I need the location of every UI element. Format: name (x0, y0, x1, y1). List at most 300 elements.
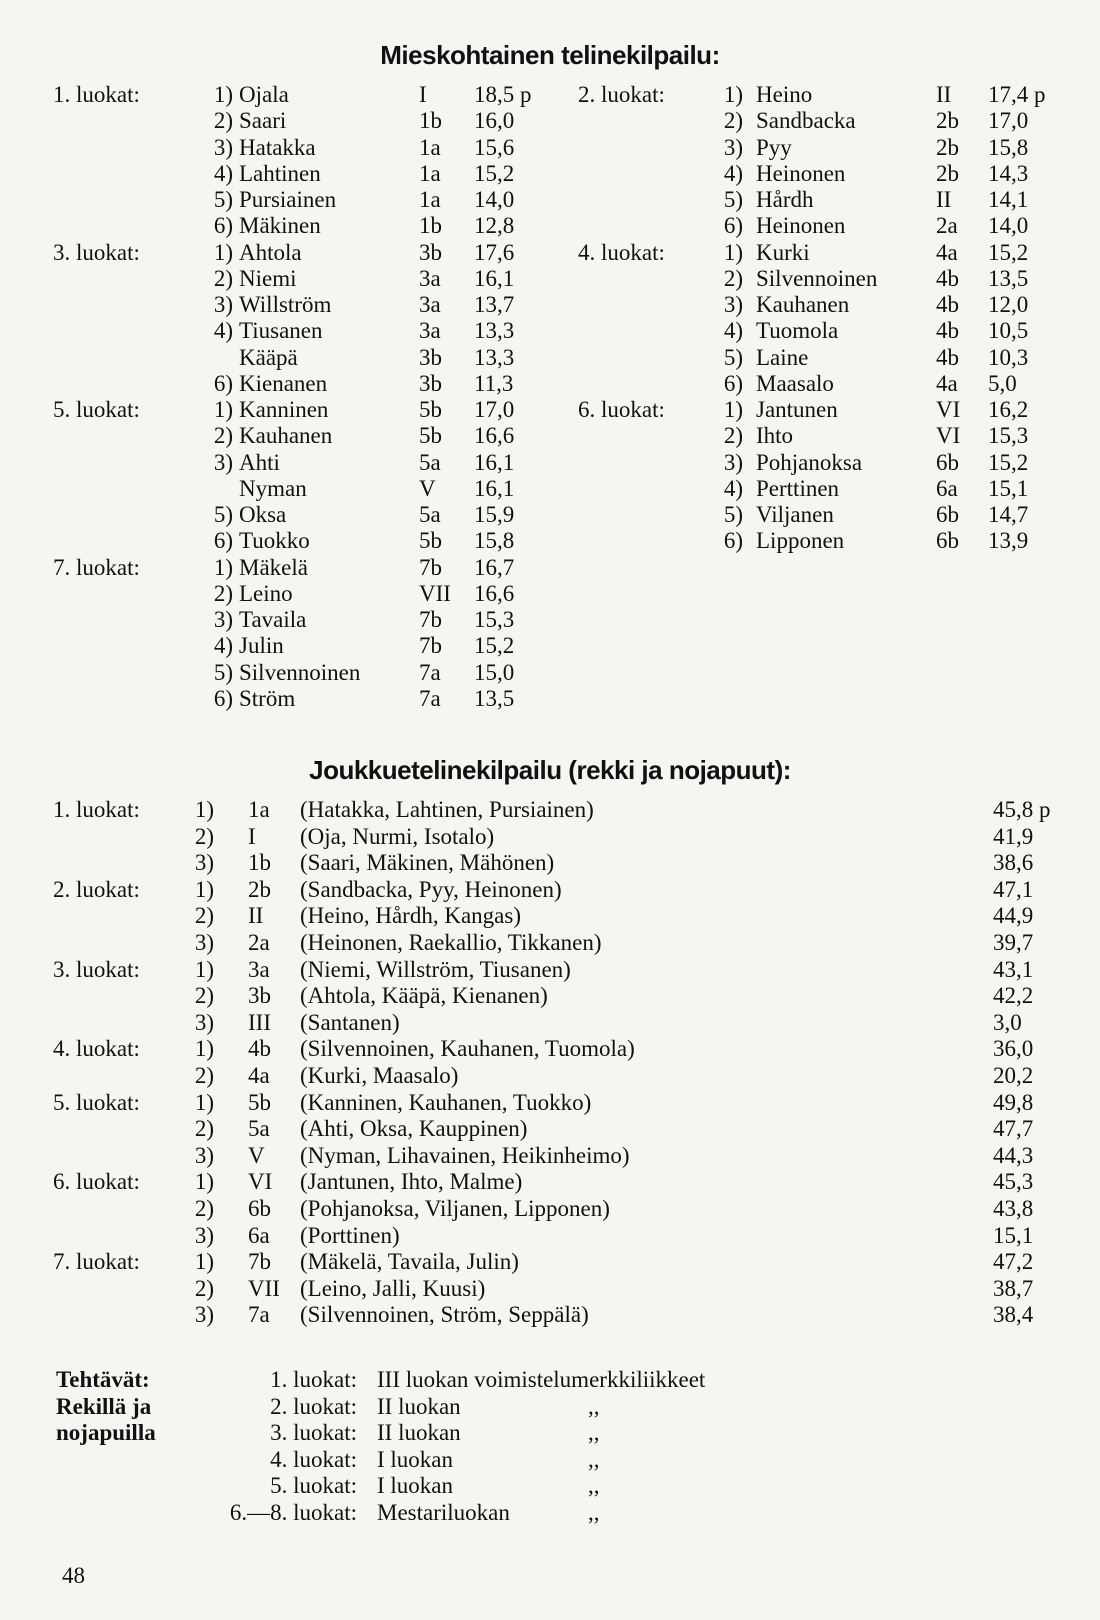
team-code: 4b (936, 344, 959, 370)
ditto-mark: ,, (588, 1393, 600, 1419)
team-code: 3b (419, 370, 442, 396)
team-code: VI (936, 423, 961, 449)
team-code: VII (248, 1275, 280, 1301)
result-row (578, 266, 1078, 292)
team-code: VII (419, 580, 451, 606)
result-row (578, 213, 1078, 239)
team-members: (Mäkelä, Tavaila, Julin) (300, 1249, 519, 1275)
place-number: 2) (213, 580, 233, 606)
team-result-row (53, 983, 1053, 1009)
score: 16,1 (474, 265, 515, 291)
score: 13,9 (988, 528, 1029, 554)
team-code: 5b (419, 397, 442, 422)
result-row (53, 423, 573, 449)
team-result-row (53, 930, 1053, 956)
team-code: 3b (419, 344, 442, 370)
place-number: 3) (194, 1302, 214, 1328)
team-score: 43,8 (993, 1196, 1034, 1221)
competitor-name: Kauhanen (756, 292, 850, 317)
team-code: V (248, 1142, 265, 1168)
competitor-name: Maasalo (756, 370, 834, 396)
competitor-name: Julin (239, 633, 284, 659)
competitor-name: Heinonen (756, 213, 846, 239)
competitor-name: Pohjanoksa (756, 449, 863, 475)
team-score: 3,0 (993, 1009, 1022, 1035)
team-code: 4b (936, 265, 959, 291)
team-code: 7a (248, 1302, 270, 1328)
task-description: Mestariluokan (377, 1500, 510, 1525)
team-members: (Niemi, Willström, Tiusanen) (300, 956, 571, 982)
result-row (53, 397, 573, 423)
place-number: 3) (194, 850, 214, 876)
result-row (53, 108, 573, 134)
place-number: 1) (213, 397, 233, 422)
place-number: 6) (723, 213, 743, 239)
competitor-name: Ojala (239, 82, 289, 107)
team-result-row (53, 957, 1053, 983)
score: 15,0 (474, 659, 515, 685)
place-number: 1) (194, 1249, 214, 1275)
team-result-row (53, 877, 1053, 903)
score: 17,0 (988, 108, 1029, 134)
score: 15,8 (474, 528, 515, 554)
team-score: 44,3 (993, 1142, 1034, 1168)
place-number: 3) (213, 134, 233, 160)
ditto-mark: ,, (588, 1446, 600, 1472)
team-result-row (53, 903, 1053, 929)
place-number: 4) (213, 318, 233, 344)
result-row (53, 528, 573, 554)
result-row (53, 502, 573, 528)
competitor-name: Kauhanen (239, 423, 333, 449)
place-number: 5) (723, 502, 743, 527)
score: 15,2 (988, 449, 1029, 475)
ditto-mark: ,, (588, 1500, 600, 1525)
competitor-name: Silvennoinen (239, 659, 361, 685)
team-members: (Heinonen, Raekallio, Tikkanen) (300, 930, 602, 955)
team-members: (Hatakka, Lahtinen, Pursiainen) (300, 797, 594, 822)
team-result-row (53, 1276, 1053, 1302)
competitor-name: Willström (239, 292, 332, 317)
score: 13,7 (474, 292, 515, 317)
team-code: II (248, 903, 264, 929)
score: 15,2 (474, 160, 515, 186)
team-code: 3a (419, 318, 441, 344)
team-competition-title: Joukkuetelinekilpailu (rekki ja nojapuut): (309, 755, 791, 785)
score: 14,1 (988, 187, 1029, 212)
team-members: (Porttinen) (300, 1222, 400, 1248)
class-label: 6. luokat: (53, 1169, 140, 1195)
team-code: 6a (936, 475, 958, 501)
team-score: 38,4 (993, 1302, 1034, 1328)
team-code: 7b (419, 554, 442, 580)
competitor-name: Kääpä (239, 344, 298, 370)
team-code: 4a (248, 1063, 270, 1088)
team-score: 39,7 (993, 930, 1034, 955)
team-code: 3a (419, 265, 441, 291)
team-code: 5a (248, 1116, 270, 1142)
place-number: 5) (213, 659, 233, 685)
competitor-name: Mäkelä (239, 554, 308, 580)
team-members: (Ahtola, Kääpä, Kienanen) (300, 983, 548, 1009)
competitor-name: Niemi (239, 265, 297, 291)
place-number: 2) (213, 108, 233, 134)
place-number: 1) (194, 876, 214, 902)
team-score: 38,6 (993, 850, 1034, 876)
score: 14,0 (988, 213, 1029, 239)
team-code: 3b (248, 983, 271, 1009)
result-row (53, 633, 573, 659)
team-code: 1a (419, 187, 441, 212)
score: 16,1 (474, 449, 515, 475)
task-description: III luokan voimistelumerkkiliikkeet (377, 1367, 706, 1392)
team-code: 3a (248, 956, 270, 982)
class-label: 7. luokat: (53, 554, 140, 580)
competitor-name: Tiusanen (239, 318, 323, 344)
score: 17,6 (474, 239, 515, 265)
team-result-row (53, 797, 1053, 823)
competitor-name: Hatakka (239, 134, 316, 160)
task-classes: 4. luokat: (270, 1446, 357, 1472)
result-row (578, 240, 1078, 266)
competitor-name: Hårdh (756, 187, 814, 212)
competitor-name: Nyman (239, 475, 307, 501)
place-number: 1) (213, 554, 233, 580)
team-result-row (53, 1196, 1053, 1222)
result-row (53, 581, 573, 607)
result-row (578, 108, 1078, 134)
score: 10,3 (988, 344, 1029, 370)
place-number: 4) (213, 160, 233, 186)
task-classes: 2. luokat: (270, 1393, 357, 1419)
result-row (53, 240, 573, 266)
team-code: 3b (419, 239, 442, 265)
place-number: 2) (723, 423, 743, 449)
class-label: 3. luokat: (53, 956, 140, 982)
place-number: 2) (194, 1116, 214, 1142)
team-score: 38,7 (993, 1275, 1034, 1301)
place-number: 3) (723, 134, 743, 160)
team-code: 1a (419, 134, 441, 160)
team-code: 7b (248, 1249, 271, 1275)
result-row (578, 187, 1078, 213)
team-code: 4a (936, 370, 958, 396)
team-code: 1b (419, 213, 442, 239)
team-result-row (53, 1010, 1053, 1036)
task-description: I luokan (377, 1473, 454, 1499)
place-number: 4) (723, 160, 743, 186)
team-code: 5b (419, 528, 442, 554)
team-members: (Silvennoinen, Ström, Seppälä) (300, 1302, 589, 1328)
team-code: VI (248, 1169, 273, 1195)
competitor-name: Perttinen (756, 475, 840, 501)
team-score: 20,2 (993, 1063, 1034, 1088)
score: 15,3 (474, 607, 515, 632)
class-label: 2. luokat: (578, 82, 665, 107)
place-number: 3) (213, 449, 233, 475)
competitor-name: Ström (239, 685, 296, 711)
score: 10,5 (988, 318, 1029, 344)
team-code: 5a (419, 449, 441, 475)
score: 17,0 (474, 397, 515, 422)
team-result-row (53, 1143, 1053, 1169)
team-code: 1a (248, 797, 270, 822)
place-number: 6) (213, 528, 233, 554)
result-row (53, 607, 573, 633)
competitor-name: Silvennoinen (756, 265, 878, 291)
score: 13,3 (474, 318, 515, 344)
team-code: 7b (419, 607, 442, 632)
team-code: V (419, 475, 436, 501)
team-members: (Oja, Nurmi, Isotalo) (300, 823, 495, 849)
score: 16,6 (474, 423, 515, 449)
team-members: (Kurki, Maasalo) (300, 1063, 459, 1088)
team-members: (Kanninen, Kauhanen, Tuokko) (300, 1089, 592, 1115)
result-row (53, 82, 573, 108)
place-number: 2) (723, 108, 743, 134)
score: 14,7 (988, 502, 1029, 527)
score: 12,0 (988, 292, 1029, 317)
ditto-mark: ,, (588, 1420, 600, 1446)
score: 13,5 (988, 265, 1029, 291)
team-members: (Ahti, Oksa, Kauppinen) (300, 1116, 528, 1142)
place-number: 2) (194, 823, 214, 849)
place-number: 1) (194, 1036, 214, 1062)
place-number: 1) (213, 82, 233, 107)
result-row (53, 161, 573, 187)
task-description: II luokan (377, 1420, 461, 1446)
place-number: 2) (194, 903, 214, 929)
team-code: 6b (248, 1196, 271, 1221)
score: 13,3 (474, 344, 515, 370)
team-code: II (936, 187, 952, 212)
competitor-name: Ahtola (239, 239, 302, 265)
place-number: 1) (723, 397, 743, 422)
tasks-label: Tehtävät: (56, 1367, 150, 1392)
class-label: 4. luokat: (53, 1036, 140, 1062)
score: 15,2 (474, 633, 515, 659)
team-code: 4b (248, 1036, 271, 1062)
result-row (53, 135, 573, 161)
score: 14,0 (474, 187, 515, 212)
place-number: 3) (194, 1142, 214, 1168)
class-label: 2. luokat: (53, 876, 140, 902)
place-number: 2) (194, 983, 214, 1009)
score: 11,3 (474, 370, 514, 396)
place-number: 2) (213, 265, 233, 291)
team-code: I (248, 823, 256, 849)
team-code: 6a (248, 1222, 270, 1248)
tasks-label: Rekillä ja (56, 1393, 152, 1419)
result-row (578, 528, 1078, 554)
team-result-row (53, 1116, 1053, 1142)
competitor-name: Jantunen (756, 397, 838, 422)
team-result-row (53, 824, 1053, 850)
team-score: 45,3 (993, 1169, 1034, 1195)
place-number: 1) (213, 239, 233, 265)
team-result-row (53, 1063, 1053, 1089)
team-code: 2a (936, 213, 958, 239)
class-label: 6. luokat: (578, 397, 665, 422)
task-description: II luokan (377, 1393, 461, 1419)
competitor-name: Tavaila (239, 607, 307, 632)
class-label: 1. luokat: (53, 82, 140, 107)
competitor-name: Ahti (239, 449, 280, 475)
score: 15,1 (988, 475, 1029, 501)
team-members: (Santanen) (300, 1009, 400, 1035)
team-result-row (53, 1249, 1053, 1275)
result-row (578, 161, 1078, 187)
team-code: II (936, 82, 952, 107)
competitor-name: Oksa (239, 502, 287, 527)
team-score: 44,9 (993, 903, 1034, 929)
team-score: 43,1 (993, 956, 1034, 982)
team-members: (Nyman, Lihavainen, Heikinheimo) (300, 1142, 630, 1168)
score: 16,1 (474, 475, 515, 501)
team-code: 7a (419, 659, 441, 685)
result-row (53, 318, 573, 344)
team-code: 2b (936, 134, 959, 160)
result-row (578, 318, 1078, 344)
class-label: 4. luokat: (578, 239, 665, 265)
team-code: 2a (248, 930, 270, 955)
team-result-row (53, 1090, 1053, 1116)
task-classes: 6.—8. luokat: (229, 1500, 357, 1525)
result-row (578, 371, 1078, 397)
team-code: 7b (419, 633, 442, 659)
result-row (53, 476, 573, 502)
team-score: 41,9 (993, 823, 1034, 849)
individual-competition-title: Mieskohtainen telinekilpailu: (380, 40, 720, 70)
competitor-name: Heinonen (756, 160, 846, 186)
place-number: 6) (213, 370, 233, 396)
result-row (53, 660, 573, 686)
team-code: I (419, 82, 427, 107)
place-number: 3) (194, 1009, 214, 1035)
class-label: 1. luokat: (53, 797, 140, 822)
result-row (578, 345, 1078, 371)
team-result-row (53, 1223, 1053, 1249)
result-row (53, 450, 573, 476)
result-row (53, 266, 573, 292)
competitor-name: Tuomola (756, 318, 839, 344)
tasks-label: nojapuilla (56, 1420, 156, 1446)
place-number: 2) (213, 423, 233, 449)
task-classes: 5. luokat: (270, 1473, 357, 1499)
place-number: 3) (213, 292, 233, 317)
place-number: 5) (213, 187, 233, 212)
score: 18,5 p (474, 82, 532, 107)
score: 12,8 (474, 213, 515, 239)
place-number: 4) (723, 318, 743, 344)
competitor-name: Laine (756, 344, 809, 370)
competitor-name: Lahtinen (239, 160, 321, 186)
place-number: 3) (213, 607, 233, 632)
team-score: 15,1 (993, 1222, 1034, 1248)
place-number: 4) (723, 475, 743, 501)
result-row (578, 82, 1078, 108)
team-score: 42,2 (993, 983, 1034, 1009)
ditto-mark: ,, (588, 1473, 600, 1499)
score: 16,0 (474, 108, 515, 134)
result-row (578, 397, 1078, 423)
place-number: 6) (723, 370, 743, 396)
team-members: (Pohjanoksa, Viljanen, Lipponen) (300, 1196, 610, 1221)
score: 14,3 (988, 160, 1029, 186)
competitor-name: Leino (239, 580, 293, 606)
place-number: 1) (194, 797, 214, 822)
competitor-name: Sandbacka (756, 108, 856, 134)
team-code: 5a (419, 502, 441, 527)
team-code: 4b (936, 318, 959, 344)
team-score: 47,1 (993, 876, 1034, 902)
team-code: 7a (419, 685, 441, 711)
team-result-row (53, 850, 1053, 876)
team-code: 5b (419, 423, 442, 449)
team-code: VI (936, 397, 961, 422)
place-number: 1) (723, 82, 743, 107)
class-label: 5. luokat: (53, 1089, 140, 1115)
team-code: 1b (419, 108, 442, 134)
team-code: III (248, 1009, 271, 1035)
competitor-name: Mäkinen (239, 213, 321, 239)
team-code: 2b (936, 108, 959, 134)
team-members: (Leino, Jalli, Kuusi) (300, 1275, 486, 1301)
place-number: 6) (213, 213, 233, 239)
task-classes: 1. luokat: (270, 1367, 357, 1392)
place-number: 1) (723, 239, 743, 265)
place-number: 1) (194, 1169, 214, 1195)
place-number: 6) (723, 528, 743, 554)
competitor-name: Pyy (756, 134, 792, 160)
team-code: 1a (419, 160, 441, 186)
result-row (53, 555, 573, 581)
result-row (53, 345, 573, 371)
result-row (578, 476, 1078, 502)
result-row (53, 371, 573, 397)
result-row (578, 135, 1078, 161)
team-code: 6b (936, 528, 959, 554)
competitor-name: Saari (239, 108, 287, 134)
team-result-row (53, 1036, 1053, 1062)
result-row (578, 423, 1078, 449)
team-code: 2b (248, 876, 271, 902)
place-number: 2) (723, 265, 743, 291)
place-number: 6) (213, 685, 233, 711)
place-number: 2) (194, 1275, 214, 1301)
task-description: I luokan (377, 1446, 454, 1472)
class-label: 3. luokat: (53, 239, 140, 265)
team-result-row (53, 1169, 1053, 1195)
team-score: 36,0 (993, 1036, 1034, 1062)
score: 16,7 (474, 554, 515, 580)
team-code: 5b (248, 1089, 271, 1115)
competitor-name: Pursiainen (239, 187, 337, 212)
team-members: (Heino, Hårdh, Kangas) (300, 903, 521, 929)
team-code: 2b (936, 160, 959, 186)
class-label: 7. luokat: (53, 1249, 140, 1275)
place-number: 2) (194, 1063, 214, 1088)
competitor-name: Tuokko (239, 528, 310, 554)
team-members: (Silvennoinen, Kauhanen, Tuomola) (300, 1036, 635, 1062)
result-row (578, 450, 1078, 476)
place-number: 2) (194, 1196, 214, 1221)
result-row (578, 292, 1078, 318)
team-score: 47,7 (993, 1116, 1034, 1142)
team-code: 6b (936, 449, 959, 475)
competitor-name: Kienanen (239, 370, 328, 396)
competitor-name: Lipponen (756, 528, 845, 554)
